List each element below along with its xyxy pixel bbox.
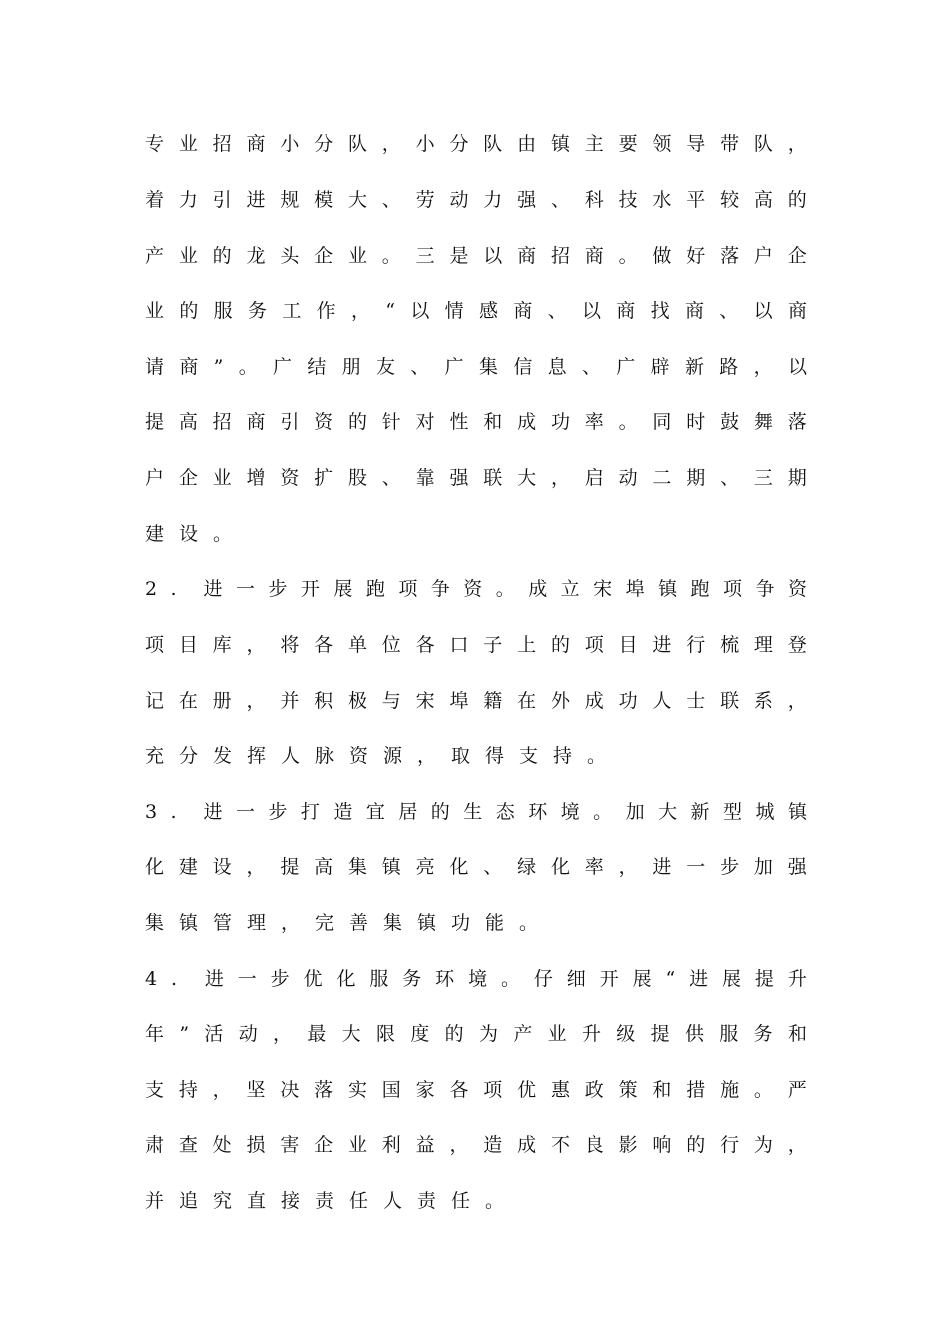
text-line-7: 户 企 业 增 资 扩 股 、 靠 强 联 大 ， 启 动 二 期 、 三 期 xyxy=(145,467,807,489)
list-item-3-line-2: 化 建 设 ， 提 高 集 镇 亮 化 、 绿 化 率 ， 进 一 步 加 强 xyxy=(145,856,807,878)
list-item-3-line-3: 集镇管理，完善集镇功能。 xyxy=(145,912,554,934)
list-item-4-line-5: 并追究直接责任人责任。 xyxy=(145,1190,520,1212)
text-line-6: 提 高 招 商 引 资 的 针 对 性 和 成 功 率 。 同 时 鼓 舞 落 xyxy=(145,411,807,433)
list-item-4-line-3: 支 持 ， 坚 决 落 实 国 家 各 项 优 惠 政 策 和 措 施 。 严 xyxy=(145,1079,807,1101)
list-item-4-line-1: 4 . 进 一 步 优 化 服 务 环 境 。 仔 细 开 展 “ 进 展 提 升 xyxy=(145,968,807,990)
text-line-4: 业 的 服 务 工 作 ， “ 以 情 感 商 、 以 商 找 商 、 以 商 xyxy=(145,300,807,322)
text-line-8: 建设。 xyxy=(145,523,248,545)
text-line-5: 请 商 ” 。 广 结 朋 友 、 广 集 信 息 、 广 辟 新 路 ， 以 xyxy=(145,356,807,378)
list-item-2-line-1: 2 . 进 一 步 开 展 跑 项 争 资 。 成 立 宋 埠 镇 跑 项 争 资 xyxy=(145,578,807,600)
list-item-2-line-2: 项 目 库 ， 将 各 单 位 各 口 子 上 的 项 目 进 行 梳 理 登 xyxy=(145,634,807,656)
list-item-2-line-3: 记 在 册 ， 并 积 极 与 宋 埠 籍 在 外 成 功 人 士 联 系 ， xyxy=(145,690,807,712)
list-item-4-line-4: 肃 查 处 损 害 企 业 利 益 ， 造 成 不 良 影 响 的 行 为 ， xyxy=(145,1134,807,1156)
list-item-2-line-4: 充分发挥人脉资源，取得支持。 xyxy=(145,745,622,767)
list-item-4-line-2: 年 ” 活 动 ， 最 大 限 度 的 为 产 业 升 级 提 供 服 务 和 xyxy=(145,1023,807,1045)
text-line-2: 着 力 引 进 规 模 大 、 劳 动 力 强 、 科 技 水 平 较 高 的 xyxy=(145,189,807,211)
text-line-3: 产 业 的 龙 头 企 业 。 三 是 以 商 招 商 。 做 好 落 户 企 xyxy=(145,245,807,267)
list-item-3-line-1: 3 . 进 一 步 打 造 宜 居 的 生 态 环 境 。 加 大 新 型 城 镇 xyxy=(145,801,807,823)
text-line-1: 专 业 招 商 小 分 队 ， 小 分 队 由 镇 主 要 领 导 带 队 ， xyxy=(145,133,807,155)
